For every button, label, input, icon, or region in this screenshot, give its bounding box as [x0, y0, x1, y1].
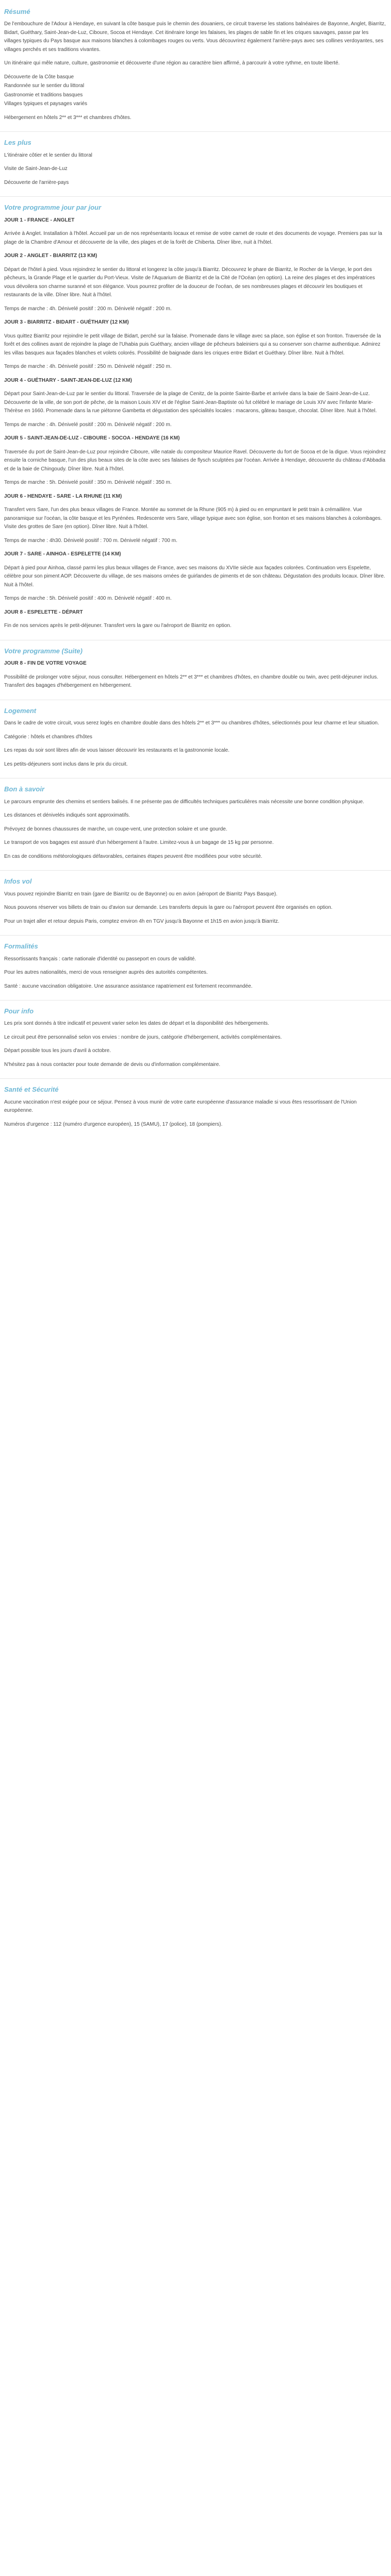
section-sante [0, 1084, 391, 1129]
divider [0, 870, 391, 871]
les-plus-item: Visite de Saint-Jean-de-Luz [4, 166, 68, 172]
section-itinerary [0, 202, 391, 630]
resume-paragraph-2: Un itinéraire qui mêle nature, culture, gastronomie et découverte d'une région au caractère bien affirmé, à parcourir à votre rythme, en toute liberté. [4, 60, 340, 66]
pour-info-paragraph: N'hésitez pas à nous contacter pour toute demande de devis ou d'information complémentaire. [4, 1061, 221, 1067]
day-text: Départ pour Saint-Jean-de-Luz par le sentier du littoral. Traversée de la plage de Cenitz, de la pointe Sainte-Barbe et arrivée dans la baie de Saint-Jean-de-Luz. Découverte de la ville, de son port de pêche, de la maison Louis XIV et de l'église Saint-Jean-Baptiste où fut célébré le mariage de Louis XIV avec l'infante Marie-Thérèse en 1660. Promenade dans la rue piétonne Gambetta et dégustation des spécialités locales : macarons, gâteau basque, chocolat. Dîner libre. Nuit à l'hôtel. [4, 391, 377, 414]
section-title-les-plus: Les plus [4, 139, 31, 147]
day-text: Fin de nos services après le petit-déjeuner. Transfert vers la gare ou l'aéroport de Biarritz en option. [4, 623, 232, 629]
divider [0, 196, 391, 197]
bon-a-savoir-paragraph: Le parcours emprunte des chemins et sentiers balisés. Il ne présente pas de difficultés techniques particulières mais nécessite une bonne condition physique. [4, 799, 364, 805]
divider [0, 935, 391, 936]
section-logement [0, 705, 391, 769]
itinerary-intro-text: Arrivée à Anglet. Installation à l'hôtel. Accueil par un de nos représentants locaux et remise de votre carnet de route et des documents de voyage. Premiers pas sur la plage de la Chambre d'Amour et découverte de la ville, des plages et de la forêt de Chiberta. Dîner libre, nuit à l'hôtel. [4, 231, 382, 245]
section-title-resume: Résumé [4, 8, 30, 15]
logement-paragraph: Les repas du soir sont libres afin de vous laisser découvrir les restaurants et la gastronomie locale. [4, 748, 230, 754]
sante-paragraph: Aucune vaccination n'est exigée pour ce séjour. Pensez à vous munir de votre carte européenne d'assurance maladie si vous êtes ressortissant de l'Union européenne. [4, 1099, 357, 1114]
les-plus-item: L'itinéraire côtier et le sentier du littoral [4, 152, 92, 158]
divider [0, 131, 391, 132]
section-tarifs [0, 646, 391, 690]
resume-footer: Hébergement en hôtels 2** et 3*** et chambres d'hôtes. [4, 114, 132, 121]
logement-paragraph: Dans le cadre de votre circuit, vous serez logés en chambre double dans des hôtels 2** et 3*** ou chambres d'hôtes, sélectionnés pour leur charme et leur situation. [4, 720, 379, 726]
pour-info-paragraph: Départ possible tous les jours d'avril à octobre. [4, 1048, 111, 1054]
resume-bullet: Gastronomie et traditions basques [4, 92, 83, 98]
infos-vol-paragraph: Pour un trajet aller et retour depuis Paris, comptez environ 4h en TGV jusqu'à Bayonne et 1h15 en avion jusqu'à Biarritz. [4, 918, 280, 924]
day-note: Temps de marche : 5h. Dénivelé positif : 400 m. Dénivelé négatif : 400 m. [4, 596, 172, 602]
tarifs-text: Possibilité de prolonger votre séjour, nous consulter. Hébergement en hôtels 2** et 3*** et chambres d'hôtes, en chambre double ou twin, avec petit-déjeuner inclus. Transfert des bagages d'hébergement en hébergement. [4, 674, 379, 689]
day-text: Vous quittez Biarritz pour rejoindre le petit village de Bidart, perché sur la falaise. Promenade dans le village avec sa place, son église et son fronton. Traversée de la forêt et des collines avant de rejoindre la plage de l'Uhabia puis Guéthary, ancien village de pêcheurs baleiniers qui a su conserver son charme authentique. Admirez les villas basques aux façades blanches et volets colorés. Possibilité de baignade dans les criques entre Bidart et Guéthary. Dîner libre. Nuit à l'hôtel. [4, 333, 381, 356]
day-note: Temps de marche : 5h. Dénivelé positif : 350 m. Dénivelé négatif : 350 m. [4, 480, 172, 486]
section-resume [0, 6, 391, 122]
bon-a-savoir-paragraph: En cas de conditions météorologiques défavorables, certaines étapes peuvent être modifiées pour votre sécurité. [4, 853, 263, 859]
section-pour-info [0, 1006, 391, 1069]
day-label: JOUR 2 - ANGLET - BIARRITZ (13 KM) [4, 253, 97, 259]
bon-a-savoir-paragraph: Prévoyez de bonnes chaussures de marche, un coupe-vent, une protection solaire et une gourde. [4, 826, 227, 832]
bon-a-savoir-paragraph: Les distances et dénivelés indiqués sont approximatifs. [4, 812, 131, 819]
day-note: Temps de marche : 4h. Dénivelé positif : 200 m. Dénivelé négatif : 200 m. [4, 306, 172, 312]
section-title-formalites: Formalités [4, 942, 38, 951]
day-label: JOUR 7 - SARE - AINHOA - ESPELETTE (14 KM) [4, 551, 121, 557]
formalites-paragraph: Pour les autres nationalités, merci de vous renseigner auprès des autorités compétentes. [4, 970, 208, 975]
section-title-tarifs: Votre programme (Suite) [4, 647, 83, 655]
formalites-paragraph: Santé : aucune vaccination obligatoire. Une assurance assistance rapatriement est fortement recommandée. [4, 983, 253, 989]
day-note: Temps de marche : 4h. Dénivelé positif : 250 m. Dénivelé négatif : 250 m. [4, 364, 172, 370]
section-formalites [0, 941, 391, 991]
day-text: Transfert vers Sare, l'un des plus beaux villages de France. Montée au sommet de la Rhune (905 m) à pied ou en empruntant le petit train à crémaillère. Vue panoramique sur l'océan, la côte basque et les Pyrénées. Redescente vers Sare, village typique avec son église, son fronton et ses maisons blanches à colombages. Visite des grottes de Sare (en option). Dîner libre. Nuit à l'hôtel. [4, 507, 382, 530]
tarifs-intro: JOUR 8 - FIN DE VOTRE VOYAGE [4, 660, 87, 667]
bon-a-savoir-paragraph: Le transport de vos bagages est assuré d'un hébergement à l'autre. Limitez-vous à un bagage de 15 kg par personne. [4, 840, 274, 846]
day-note: Temps de marche : 4h. Dénivelé positif : 200 m. Dénivelé négatif : 200 m. [4, 421, 172, 428]
sante-paragraph: Numéros d'urgence : 112 (numéro d'urgence européen), 15 (SAMU), 17 (police), 18 (pompiers). [4, 1121, 223, 1127]
section-title-sante: Santé et Sécurité [4, 1086, 59, 1094]
section-title-itinerary: Votre programme jour par jour [4, 204, 102, 212]
section-infos-vol [0, 876, 391, 926]
pour-info-paragraph: Les prix sont donnés à titre indicatif et peuvent varier selon les dates de départ et la disponibilité des hébergements. [4, 1021, 269, 1027]
divider [0, 1078, 391, 1079]
day-label: JOUR 8 - ESPELETTE - DÉPART [4, 609, 83, 615]
day-note: Temps de marche : 4h30. Dénivelé positif : 700 m. Dénivelé négatif : 700 m. [4, 537, 177, 544]
pour-info-paragraph: Le circuit peut être personnalisé selon vos envies : nombre de jours, catégorie d'hébergement, activités complémentaires. [4, 1034, 282, 1040]
day-label: JOUR 6 - HENDAYE - SARE - LA RHUNE (11 KM) [4, 493, 122, 499]
logement-paragraph: Catégorie : hôtels et chambres d'hôtes [4, 734, 92, 740]
day-text: Traversée du port de Saint-Jean-de-Luz pour rejoindre Ciboure, ville natale du compositeur Maurice Ravel. Découverte du fort de Socoa et de la digue. Vous rejoindrez ensuite la corniche basque, l'un des plus beaux sites de la côte avec ses falaises de flysch sculptées par l'océan. Arrivée à Hendaye, découverte du château d'Abbadia et de la baie de Chingoudy. Dîner libre. Nuit à l'hôtel. [4, 449, 386, 472]
day-text: Départ à pied pour Ainhoa, classé parmi les plus beaux villages de France, avec ses maisons du XVIIe siècle aux façades colorées. Continuation vers Espelette, célèbre pour son piment AOP. Découverte du village, de ses maisons ornées de guirlandes de piments et de son château. Dégustation des produits locaux. Dîner libre. Nuit à l'hôtel. [4, 565, 385, 588]
divider [0, 1000, 391, 1001]
resume-bullet: Découverte de la Côte basque [4, 74, 74, 80]
section-title-infos-vol: Infos vol [4, 877, 32, 886]
page [0, 0, 391, 1148]
resume-bullet: Villages typiques et paysages variés [4, 101, 88, 107]
formalites-paragraph: Ressortissants français : carte nationale d'identité ou passeport en cours de validité. [4, 956, 197, 962]
section-les-plus [0, 137, 391, 187]
day-label: JOUR 5 - SAINT-JEAN-DE-LUZ - CIBOURE - SOCOA - HENDAYE (16 KM) [4, 435, 180, 442]
resume-bullet: Randonnée sur le sentier du littoral [4, 83, 85, 89]
section-title-bon-a-savoir: Bon à savoir [4, 785, 45, 793]
section-bon-a-savoir [0, 784, 391, 861]
logement-paragraph: Les petits-déjeuners sont inclus dans le prix du circuit. [4, 761, 128, 767]
itinerary-intro-label: JOUR 1 - FRANCE - ANGLET [4, 217, 75, 223]
day-label: JOUR 3 - BIARRITZ - BIDART - GUÉTHARY (12 KM) [4, 319, 129, 326]
infos-vol-paragraph: Vous pouvez rejoindre Biarritz en train (gare de Biarritz ou de Bayonne) ou en avion (aéroport de Biarritz Pays Basque). [4, 891, 278, 897]
resume-bullets [4, 73, 387, 109]
infos-vol-paragraph: Nous pouvons réserver vos billets de train ou d'avion sur demande. Les transferts depuis la gare ou l'aéroport peuvent être organisés en option. [4, 905, 333, 911]
section-title-pour-info: Pour info [4, 1007, 34, 1015]
resume-paragraph-1: De l'embouchure de l'Adour à Hendaye, en suivant la côte basque puis le chemin des douaniers, ce circuit traverse les stations balnéaires de Bayonne, Anglet, Biarritz, Bidart, Guéthary, Saint-Jean-de-Luz, Ciboure, Socoa et Hendaye. Cet itinéraire longe les falaises, les plages de sable fin et les criques sauvages, passe par les villages typiques du Pays basque aux maisons blanches à colombages rouges ou verts. Vous découvrirez également l'arrière-pays avec ses collines verdoyantes, ses villages perchés et ses traditions vivantes. [4, 21, 386, 53]
day-text: Départ de l'hôtel à pied. Vous rejoindrez le sentier du littoral et longerez la côte jusqu'à Biarritz. Découvrez le phare de Biarritz, le Rocher de la Vierge, le port des pêcheurs, la Grande Plage et le quartier du Port-Vieux. Visite de l'Aquarium de Biarritz et de la Cité de l'Océan (en option). La reine des plages et des impératrices vous dévoilera son charme suranné et son élégance. Vous pourrez profiter de la douceur de l'océan, de ses nombreuses plages et découvrir les boutiques et restaurants de la ville. Dîner libre. Nuit à l'hôtel. [4, 266, 375, 298]
day-label: JOUR 4 - GUÉTHARY - SAINT-JEAN-DE-LUZ (12 KM) [4, 377, 132, 383]
les-plus-item: Découverte de l'arrière-pays [4, 179, 69, 185]
section-title-logement: Logement [4, 706, 37, 715]
